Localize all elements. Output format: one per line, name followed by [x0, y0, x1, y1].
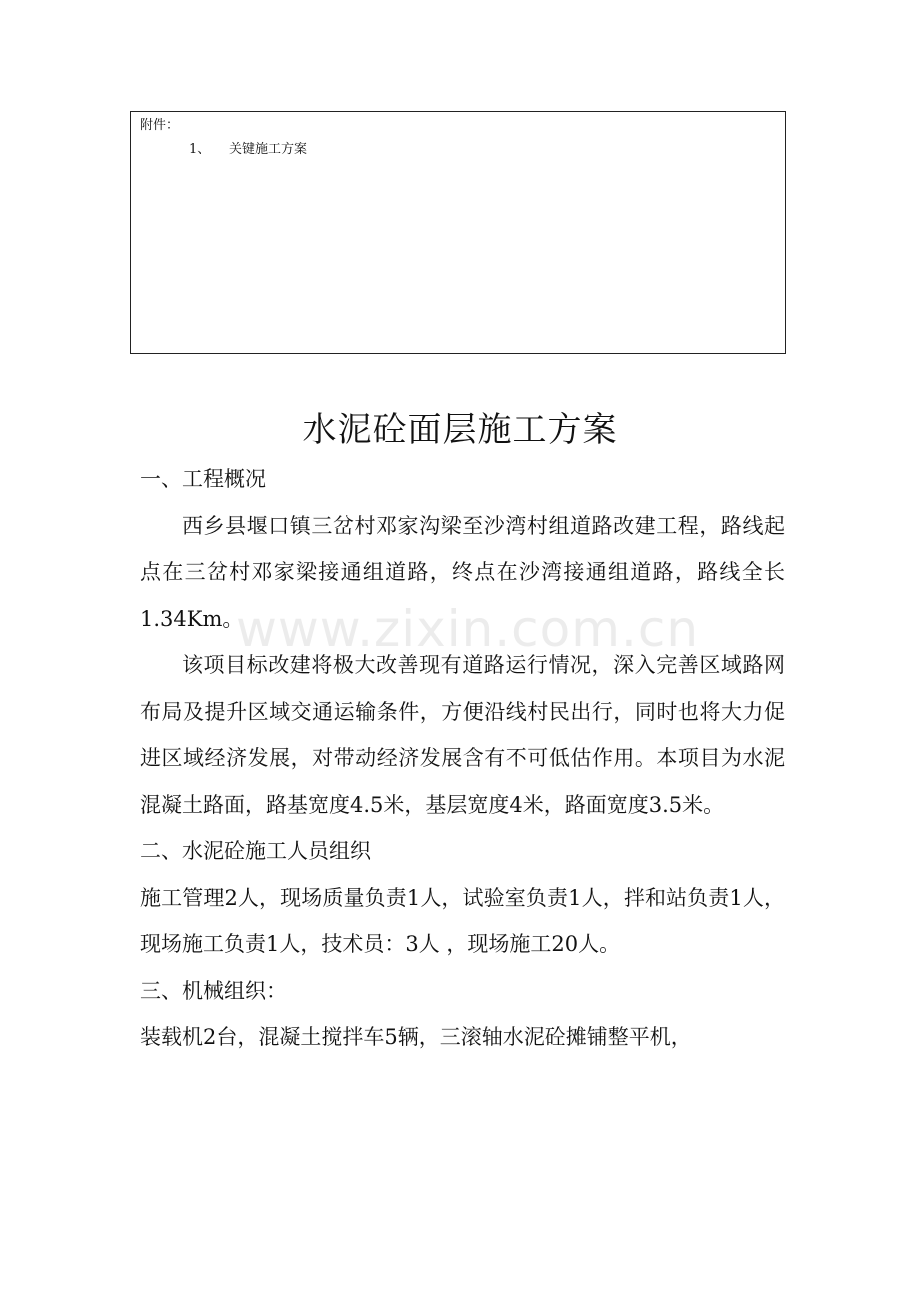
attachment-item-number: 1、	[189, 142, 211, 157]
attachment-item	[189, 142, 307, 158]
section-1-heading: 一、工程概况	[140, 467, 266, 491]
document-body	[140, 456, 785, 1061]
attachment-box	[130, 111, 786, 354]
attachment-label: 附件：	[140, 118, 180, 133]
section-3-heading: 三、机械组织：	[140, 978, 287, 1003]
section-2-paragraph-1: 施工管理2人，现场质量负责1人，试验室负责1人，拌和站负责1人，现场施工负责1人，技术员：3人 ，现场施工20人。	[140, 885, 785, 956]
section-1-paragraph-2: 该项目标改建将极大改善现有道路运行情况，深入完善区域路网布局及提升区域交通运输条件，方便沿线村民出行，同时也将大力促进区域经济发展，对带动经济发展含有不可低估作用。本项目为水泥混凝土路面，路基宽度4.5米，基层宽度4米，路面宽度3.5米。	[140, 653, 785, 817]
section-1-paragraph-1: 西乡县堰口镇三岔村邓家沟梁至沙湾村组道路改建工程，路线起点在三岔村邓家梁接通组道路，终点在沙湾接通组道路，路线全长1.34Km。	[140, 513, 785, 631]
document-title: 水泥砼面层施工方案	[302, 410, 618, 450]
attachment-item-text: 关键施工方案	[229, 142, 308, 157]
section-2-heading: 二、水泥砼施工人员组织	[140, 839, 371, 863]
section-3-paragraph-1: 装载机2台，混凝土搅拌车5辆，三滚轴水泥砼摊铺整平机，	[140, 1025, 692, 1049]
watermark: www.zixin.com.cn	[236, 600, 700, 658]
